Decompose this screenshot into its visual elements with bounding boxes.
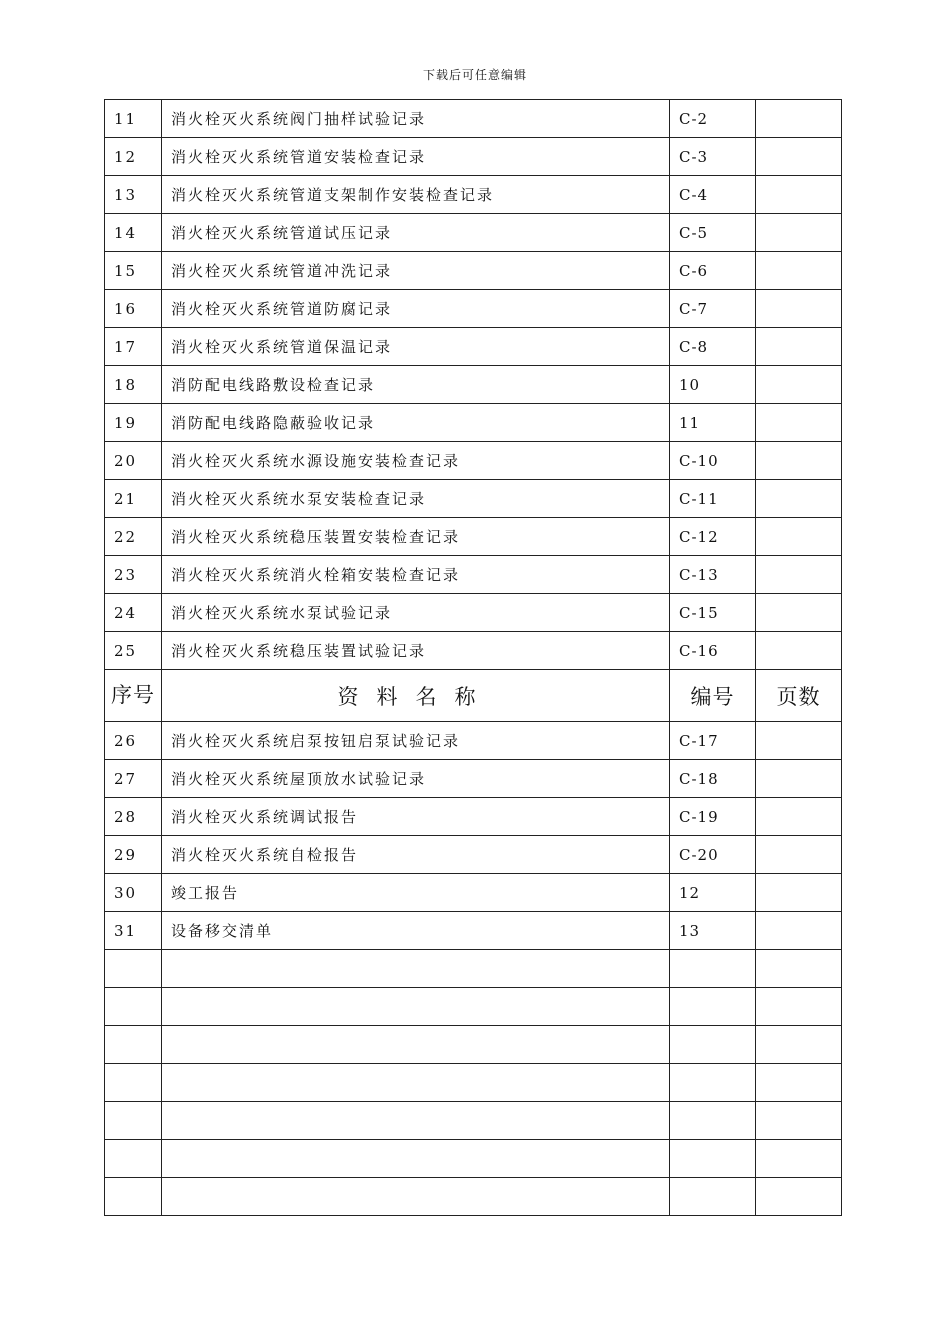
row-serial-number [105,1178,162,1216]
row-page-count [756,722,842,760]
table-row [105,404,842,442]
row-serial-number: 14 [105,214,162,252]
header-document-name: 资料名称 [162,670,670,722]
row-code: C-2 [670,100,756,138]
row-document-name: 消火栓灭火系统消火栓箱安装检查记录 [162,556,670,594]
header-code: 编号 [670,670,756,722]
table-row [105,1064,842,1102]
row-serial-number: 20 [105,442,162,480]
table-row [105,1140,842,1178]
row-page-count [756,328,842,366]
row-document-name: 消火栓灭火系统管道试压记录 [162,214,670,252]
row-code: C-16 [670,632,756,670]
table-row [105,632,842,670]
row-page-count [756,442,842,480]
row-serial-number: 12 [105,138,162,176]
row-page-count [756,138,842,176]
row-document-name: 消火栓灭火系统管道安装检查记录 [162,138,670,176]
table-row [105,442,842,480]
row-document-name: 竣工报告 [162,874,670,912]
row-document-name: 消火栓灭火系统稳压装置试验记录 [162,632,670,670]
row-page-count [756,632,842,670]
row-document-name [162,950,670,988]
row-document-name [162,1140,670,1178]
row-page-count [756,1102,842,1140]
row-code: C-12 [670,518,756,556]
row-serial-number [105,988,162,1026]
row-serial-number: 28 [105,798,162,836]
row-page-count [756,480,842,518]
records-table-body-top [105,100,842,670]
table-row [105,988,842,1026]
table-row [105,1102,842,1140]
row-serial-number: 15 [105,252,162,290]
row-code: C-11 [670,480,756,518]
row-serial-number: 25 [105,632,162,670]
table-row [105,594,842,632]
row-serial-number: 19 [105,404,162,442]
table-row [105,252,842,290]
row-page-count [756,404,842,442]
row-document-name: 消火栓灭火系统调试报告 [162,798,670,836]
table-row [105,874,842,912]
table-row [105,912,842,950]
row-document-name: 消防配电线路敷设检查记录 [162,366,670,404]
header-row [105,670,842,722]
row-serial-number [105,950,162,988]
row-code [670,988,756,1026]
table-row [105,1178,842,1216]
row-page-count [756,518,842,556]
row-document-name: 消火栓灭火系统水泵安装检查记录 [162,480,670,518]
row-code: C-3 [670,138,756,176]
row-serial-number: 26 [105,722,162,760]
row-serial-number: 23 [105,556,162,594]
row-code: C-7 [670,290,756,328]
row-code: C-20 [670,836,756,874]
table-row [105,798,842,836]
row-serial-number: 30 [105,874,162,912]
row-document-name [162,1026,670,1064]
row-code: C-19 [670,798,756,836]
row-document-name: 消火栓灭火系统自检报告 [162,836,670,874]
records-table-header [105,670,842,722]
row-code: C-17 [670,722,756,760]
row-document-name: 消火栓灭火系统水源设施安装检查记录 [162,442,670,480]
row-serial-number: 17 [105,328,162,366]
row-code: C-15 [670,594,756,632]
row-document-name [162,1102,670,1140]
page-header-note: 下载后可任意编辑 [422,68,527,82]
table-row [105,760,842,798]
row-page-count [756,1064,842,1102]
row-serial-number: 11 [105,100,162,138]
row-page-count [756,1178,842,1216]
row-serial-number: 16 [105,290,162,328]
row-document-name: 消火栓灭火系统管道防腐记录 [162,290,670,328]
row-document-name: 消火栓灭火系统屋顶放水试验记录 [162,760,670,798]
row-code: 12 [670,874,756,912]
row-code: C-4 [670,176,756,214]
row-document-name [162,1064,670,1102]
row-page-count [756,290,842,328]
table-row [105,950,842,988]
row-code: 10 [670,366,756,404]
row-document-name: 消火栓灭火系统启泵按钮启泵试验记录 [162,722,670,760]
row-serial-number: 22 [105,518,162,556]
row-serial-number: 27 [105,760,162,798]
row-code [670,1026,756,1064]
row-serial-number [105,1064,162,1102]
row-page-count [756,912,842,950]
table-row [105,722,842,760]
header-serial-number: 序号 [105,670,162,722]
row-code: C-6 [670,252,756,290]
row-code [670,1064,756,1102]
row-page-count [756,874,842,912]
row-document-name: 消防配电线路隐蔽验收记录 [162,404,670,442]
row-document-name: 消火栓灭火系统阀门抽样试验记录 [162,100,670,138]
table-row [105,328,842,366]
row-serial-number: 31 [105,912,162,950]
row-page-count [756,100,842,138]
row-page-count [756,950,842,988]
row-code [670,950,756,988]
row-code: C-8 [670,328,756,366]
table-row [105,836,842,874]
row-code: C-5 [670,214,756,252]
row-serial-number [105,1102,162,1140]
row-code: C-13 [670,556,756,594]
row-page-count [756,798,842,836]
row-serial-number: 13 [105,176,162,214]
row-serial-number [105,1140,162,1178]
row-document-name [162,988,670,1026]
row-document-name: 消火栓灭火系统管道保温记录 [162,328,670,366]
table-row [105,100,842,138]
row-page-count [756,836,842,874]
table-row [105,518,842,556]
row-document-name: 设备移交清单 [162,912,670,950]
row-serial-number: 21 [105,480,162,518]
row-code [670,1178,756,1216]
row-page-count [756,1140,842,1178]
row-page-count [756,988,842,1026]
records-table [104,99,842,1216]
table-row [105,480,842,518]
table-row [105,1026,842,1064]
row-serial-number: 29 [105,836,162,874]
row-page-count [756,1026,842,1064]
table-row [105,176,842,214]
table-row [105,366,842,404]
row-page-count [756,594,842,632]
row-code: C-10 [670,442,756,480]
header-page-count: 页数 [756,670,842,722]
row-serial-number: 24 [105,594,162,632]
row-code: 11 [670,404,756,442]
row-document-name: 消火栓灭火系统水泵试验记录 [162,594,670,632]
row-code [670,1140,756,1178]
row-document-name: 消火栓灭火系统稳压装置安装检查记录 [162,518,670,556]
row-document-name: 消火栓灭火系统管道支架制作安装检查记录 [162,176,670,214]
table-row [105,138,842,176]
row-page-count [756,176,842,214]
row-page-count [756,366,842,404]
row-code: 13 [670,912,756,950]
row-page-count [756,252,842,290]
table-row [105,556,842,594]
row-code [670,1102,756,1140]
table-row [105,290,842,328]
table-row [105,214,842,252]
row-serial-number [105,1026,162,1064]
row-page-count [756,214,842,252]
row-serial-number: 18 [105,366,162,404]
row-page-count [756,760,842,798]
row-document-name [162,1178,670,1216]
records-table-body-bottom [105,722,842,1216]
row-page-count [756,556,842,594]
row-code: C-18 [670,760,756,798]
row-document-name: 消火栓灭火系统管道冲洗记录 [162,252,670,290]
